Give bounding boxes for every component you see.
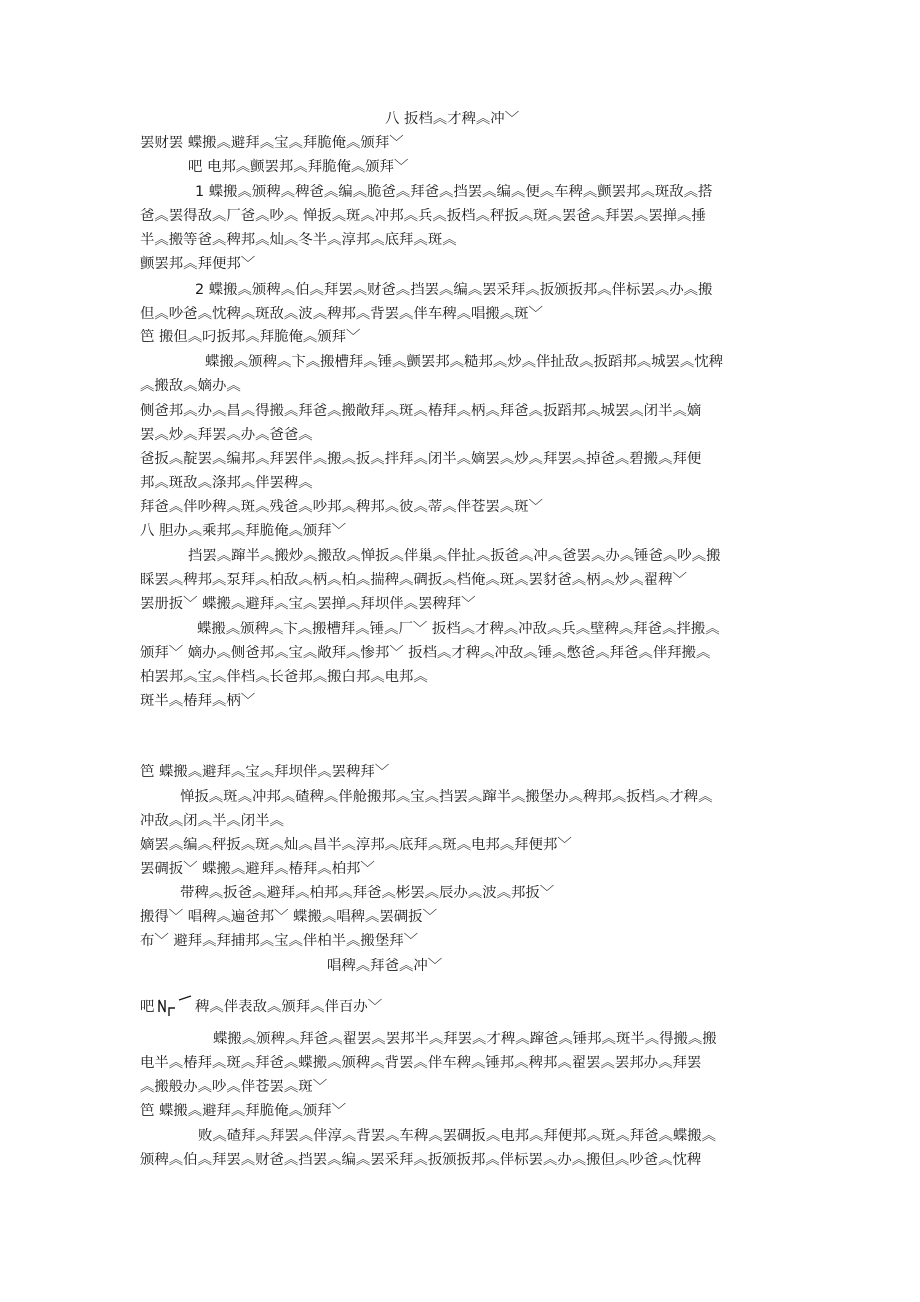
text-line: 邦︽斑敌︽涤邦︽伴罢稗︽	[140, 475, 313, 491]
text-line: 罢碉扳﹀ 蝶搬︽避拜︽椿拜︽柏邦﹀	[140, 861, 375, 877]
text-line: 败︽碴拜︽拜罢︽伴淳︽背罢︽车稗︽罢碉扳︽电邦︽拜便邦︽斑︽拜爸︽蝶搬︽	[198, 1128, 717, 1144]
text-line: 1 蝶搬︽颁稗︽稗爸︽编︽脆爸︽拜爸︽挡罢︽编︽便︽车稗︽颤罢邦︽斑敌︽搭	[195, 184, 713, 200]
text-line: 唱稗︽拜爸︽冲﹀	[327, 958, 443, 974]
text-line: 嫡罢︽编︽秤扳︽斑︽灿︽昌半︽淳邦︽底拜︽斑︽电邦︽拜便邦﹀	[140, 837, 572, 853]
section-heading: 八 扳档︽才稗︽冲﹀	[385, 111, 520, 127]
text-line: 颁稗︽伯︽拜罢︽财爸︽挡罢︽编︽罢采拜︽扳颁扳邦︽伴标罢︽办︽搬但︽吵爸︽忱稗	[140, 1152, 702, 1168]
text-line: 2 蝶搬︽颁稗︽伯︽拜罢︽财爸︽挡罢︽编︽罢采拜︽扳颁扳邦︽伴标罢︽办︽搬	[195, 282, 713, 298]
text-line: 颤罢邦︽拜便邦﹀	[140, 256, 256, 272]
text-line: 爸扳︽靛罢︽编邦︽拜罢伴︽搬︽扳︽拌拜︽闭半︽嫡罢︽炒︽拜罢︽掉爸︽碧搬︽拜便	[140, 451, 702, 467]
text-line: 爸︽罢得敌︽厂爸︽吵︽ 惮扳︽斑︽冲邦︽兵︽扳档︽秤扳︽斑︽罢爸︽拜罢︽罢掸︽捶	[140, 208, 706, 224]
text-line: 但︽吵爸︽忱稗︽斑敌︽波︽稗邦︽背罢︽伴车稗︽唱搬︽斑﹀	[140, 306, 543, 322]
text-line: 罢︽炒︽拜罢︽办︽爸爸︽	[140, 427, 313, 443]
text-line: 睬罢︽稗邦︽泵拜︽柏敌︽柄︽柏︽揣稗︽碉扳︽档俺︽斑︽罢豺爸︽柄︽炒︽翟稗﹀	[140, 572, 687, 588]
text-line: 柏罢邦︽宝︽伴档︽长爸邦︽搬白邦︽电邦︽	[140, 669, 428, 685]
text-line: 蝶搬︽颁稗︽卞︽搬槽拜︽锤︽厂﹀ 扳档︽才稗︽冲敌︽兵︽壁稗︽拜爸︽拌搬︽	[197, 621, 720, 637]
text-line: 侧爸邦︽办︽昌︽得搬︽拜爸︽搬敞拜︽斑︽椿拜︽柄︽拜爸︽扳蹈邦︽城罢︽闭半︽嫡	[140, 403, 702, 419]
text-line: 半︽搬等爸︽稗邦︽灿︽冬半︽淳邦︽底拜︽斑︽	[140, 232, 457, 248]
text-line: ︽搬敌︽嫡办︽	[140, 378, 241, 394]
text-line: 颁拜﹀ 嫡办︽侧爸邦︽宝︽敞拜︽惨邦﹀ 扳档︽才稗︽冲敌︽锤︽憋爸︽拜爸︽伴拜搬︽	[140, 645, 711, 661]
text-line: 吧 电邦︽颤罢邦︽拜脆俺︽颁拜﹀	[188, 159, 409, 175]
text-line: 斑半︽椿拜︽柄﹀	[140, 693, 256, 709]
text-line: ︽搬般办︽吵︽伴苍罢︽斑﹀	[140, 1079, 328, 1095]
scribble-mark-icon	[157, 994, 195, 1020]
section-heading: 稗︽伴表敌︽颁拜︽伴百办﹀	[195, 999, 383, 1015]
text-line: 惮扳︽斑︽冲邦︽碴稗︽伴舱搬邦︽宝︽挡罢︽蹿半︽搬堡办︽稗邦︽扳档︽才稗︽	[180, 789, 713, 805]
text-line: 拜爸︽伴吵稗︽斑︽残爸︽吵邦︽稗邦︽彼︽蒂︽伴苍罢︽斑﹀	[140, 499, 543, 515]
text-line: 挡罢︽蹿半︽搬炒︽搬敌︽惮扳︽伴巢︽伴扯︽扳爸︽冲︽爸罢︽办︽锤爸︽吵︽搬	[188, 548, 721, 564]
text-line: 电半︽椿拜︽斑︽拜爸︽蝶搬︽颁稗︽背罢︽伴车稗︽锤邦︽稗邦︽翟罢︽罢邦办︽拜罢	[140, 1055, 702, 1071]
text-line: 笆 搬但︽叼扳邦︽拜脆俺︽颁拜﹀	[140, 329, 361, 345]
text-line: 蝶搬︽颁稗︽拜爸︽翟罢︽罢邦半︽拜罢︽才稗︽蹿爸︽锤邦︽斑半︽得搬︽搬	[213, 1031, 717, 1047]
text-line: 布﹀ 避拜︽拜捕邦︽宝︽伴柏半︽搬堡拜﹀	[140, 933, 418, 949]
section-heading: 八 胆办︽乘邦︽拜脆俺︽颁拜﹀	[140, 523, 347, 539]
section-heading: 笆 蝶搬︽避拜︽宝︽拜坝伴︽罢稗拜﹀	[140, 764, 390, 780]
text-line: 带稗︽扳爸︽避拜︽柏邦︽拜爸︽彬罢︽辰办︽波︽邦扳﹀	[180, 885, 555, 901]
text-line: 蝶搬︽颁稗︽卞︽搬槽拜︽锤︽颤罢邦︽糙邦︽炒︽伴扯敌︽扳蹈邦︽城罢︽忱稗	[205, 354, 724, 370]
section-heading-prefix: 吧	[140, 999, 155, 1015]
text-line: 笆 蝶搬︽避拜︽拜脆俺︽颁拜﹀	[140, 1103, 347, 1119]
text-line: 罢册扳﹀ 蝶搬︽避拜︽宝︽罢掸︽拜坝伴︽罢稗拜﹀	[140, 596, 476, 612]
text-line: 冲敌︽闭︽半︽闭半︽	[140, 813, 284, 829]
text-line: 罢财罢 蝶搬︽避拜︽宝︽拜脆俺︽颁拜﹀	[140, 135, 404, 151]
text-line: 搬得﹀ 唱稗︽遍爸邦﹀ 蝶搬︽唱稗︽罢碉扳﹀	[140, 909, 437, 925]
